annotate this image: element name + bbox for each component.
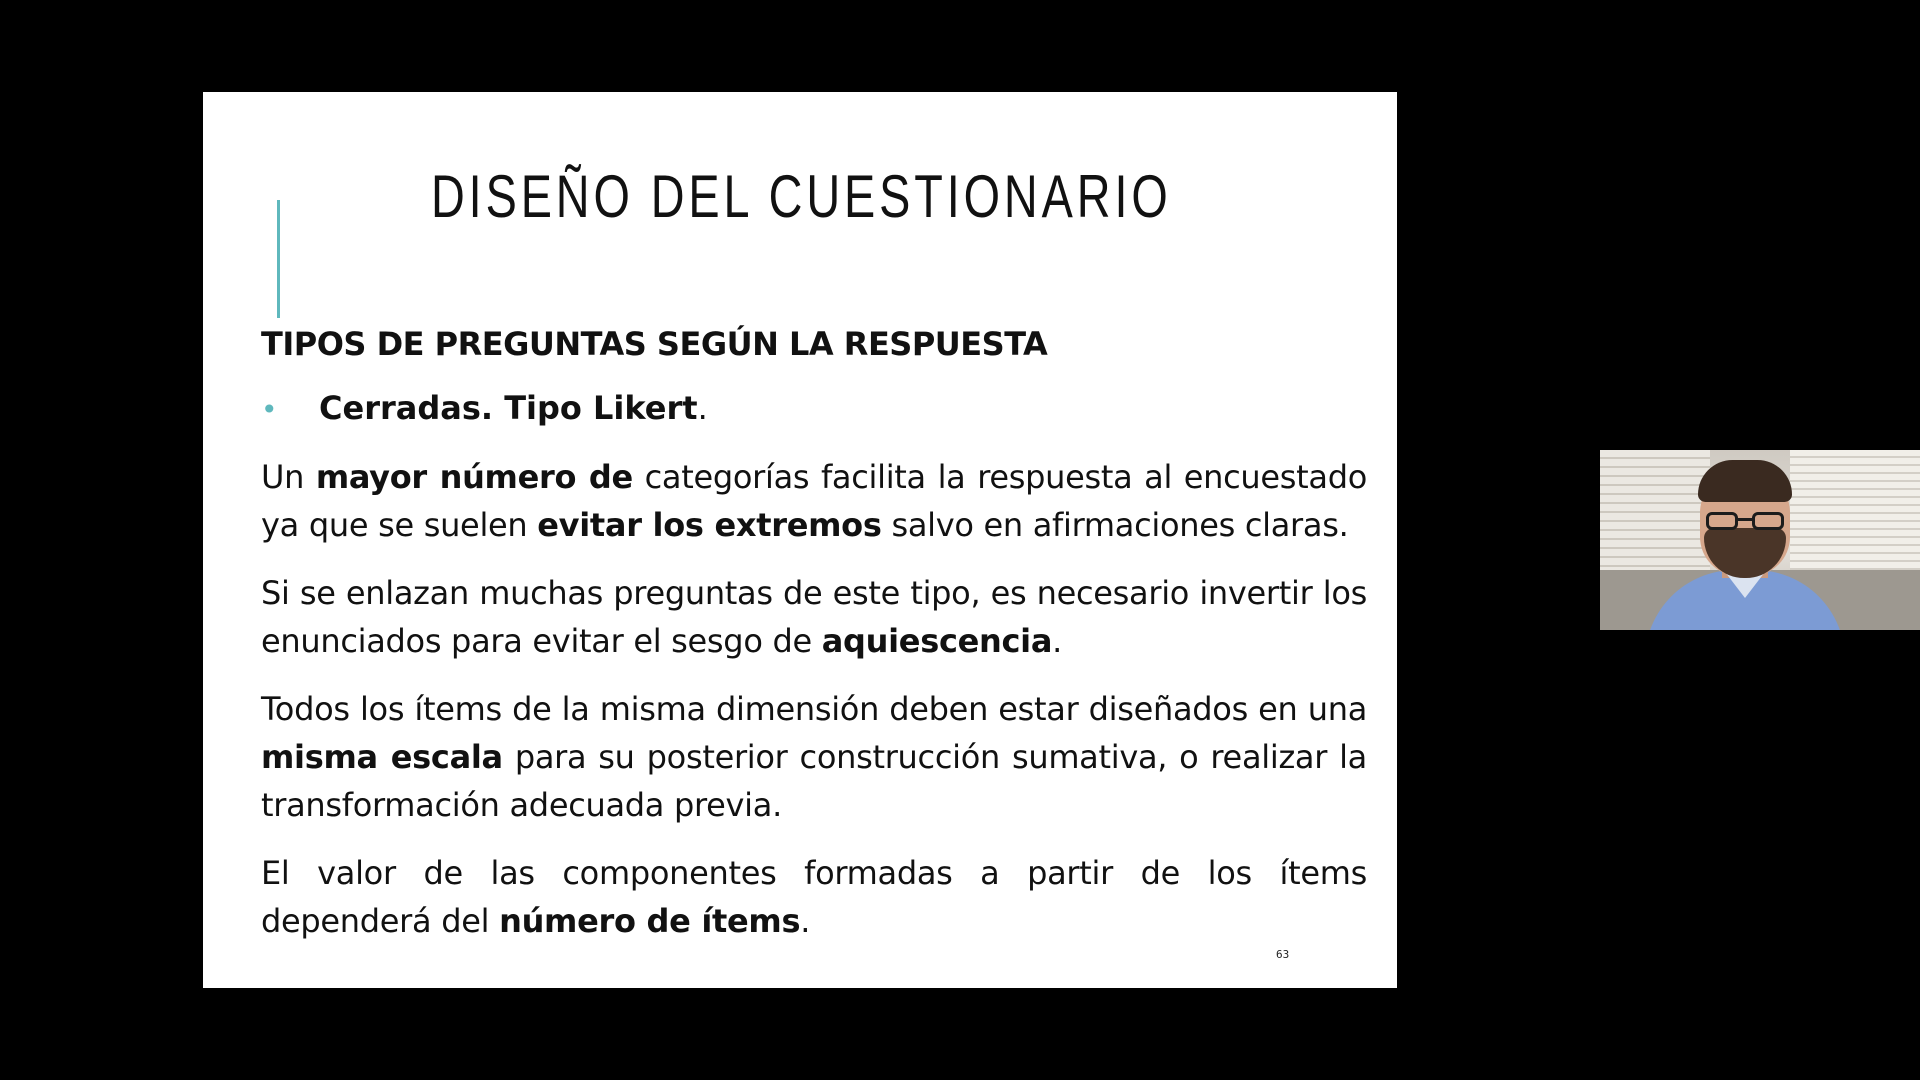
- paragraph-text: para su posterior construcción sumativa, o realizar la transformación adecuada previa.: [261, 738, 1367, 825]
- paragraph-text: Un: [261, 458, 316, 497]
- glasses-icon: [1706, 512, 1784, 530]
- paragraph-text: categorías facilita la respuesta al encuestado ya que se suelen: [261, 458, 1367, 545]
- section-heading: TIPOS DE PREGUNTAS SEGÚN LA RESPUESTA: [261, 325, 1048, 363]
- paragraph-emphasis: aquiescencia: [821, 622, 1053, 661]
- body-paragraph: [261, 569, 1367, 665]
- paragraph-text: El valor de las componentes formadas a partir de los ítems dependerá del: [261, 854, 1367, 941]
- presenter-hair: [1698, 460, 1792, 502]
- title-accent-line: [277, 200, 280, 318]
- paragraph-emphasis: mayor número de: [315, 458, 633, 497]
- presenter-webcam-feed[interactable]: [1600, 450, 1920, 630]
- paragraph-list: [261, 453, 1367, 945]
- paragraph-emphasis: evitar los extremos: [537, 506, 882, 545]
- bullet-dot-icon: •: [261, 392, 278, 426]
- body-paragraph: [261, 685, 1367, 829]
- bullet-item: [261, 388, 1367, 430]
- bullet-text: [319, 388, 708, 430]
- body-paragraph: [261, 453, 1367, 549]
- slide-page-number: 63: [1276, 948, 1290, 961]
- paragraph-text: salvo en afirmaciones claras.: [881, 506, 1349, 545]
- presentation-slide: [203, 92, 1397, 988]
- paragraph-text: Todos los ítems de la misma dimensión deben estar diseñados en una: [261, 690, 1367, 729]
- body-paragraph: [261, 849, 1367, 945]
- slide-content: [261, 324, 1367, 965]
- bullet-text-rest: .: [697, 388, 708, 427]
- paragraph-text: .: [800, 902, 811, 941]
- window-blinds-right: [1790, 450, 1920, 590]
- glasses-lens-left: [1706, 512, 1738, 530]
- glasses-lens-right: [1752, 512, 1784, 530]
- bullet-text-bold: Cerradas. Tipo Likert: [319, 388, 698, 427]
- paragraph-text: .: [1052, 622, 1063, 661]
- window-blinds-left: [1600, 450, 1710, 570]
- paragraph-emphasis: misma escala: [261, 738, 503, 777]
- paragraph-emphasis: número de ítems: [499, 902, 801, 941]
- slide-title: DISEÑO DEL CUESTIONARIO: [430, 163, 1172, 230]
- glasses-bridge: [1738, 518, 1752, 521]
- paragraph-text: Si se enlazan muchas preguntas de este tipo, es necesario invertir los enunciados para evitar el sesgo de: [261, 574, 1367, 661]
